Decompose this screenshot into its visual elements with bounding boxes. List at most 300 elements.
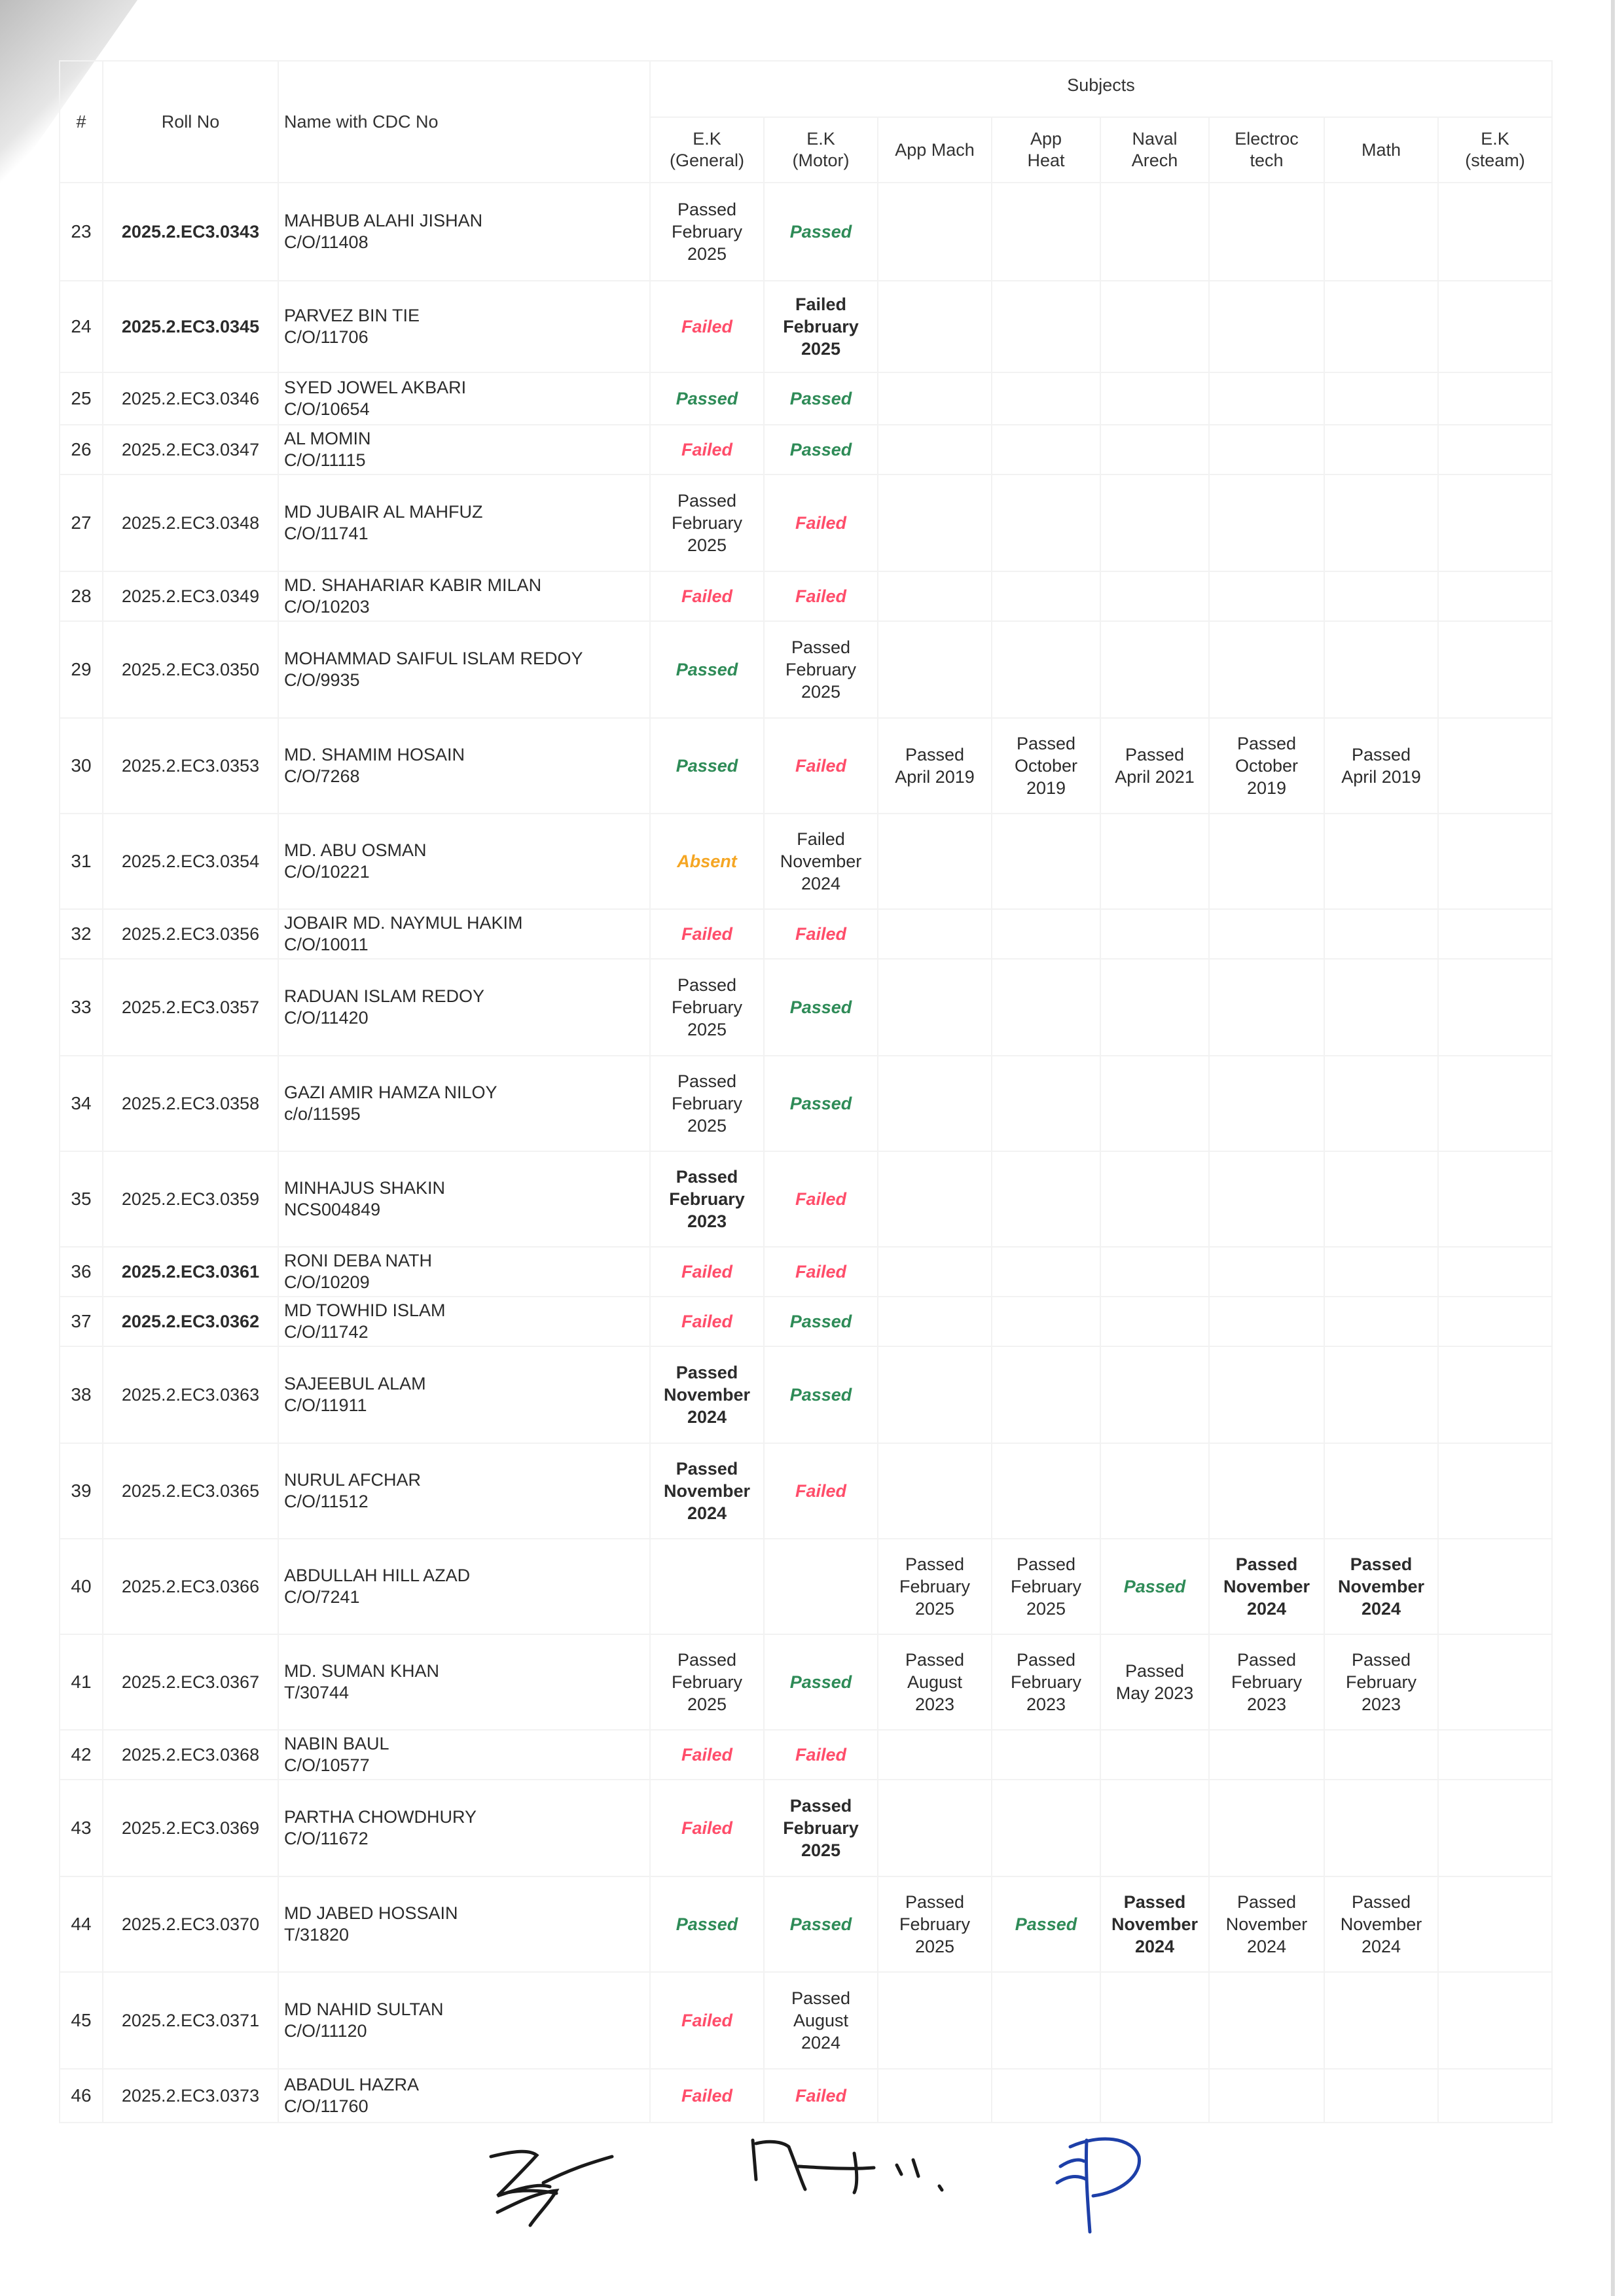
name-cell bbox=[278, 425, 650, 475]
exam-month: August bbox=[907, 1672, 963, 1692]
status-badge: Failed bbox=[681, 924, 733, 944]
status-badge: Failed bbox=[681, 1745, 733, 1765]
student-name: SAJEEBUL ALAM bbox=[284, 1374, 426, 1393]
result-status: Passed bbox=[905, 1892, 965, 1912]
subject-result bbox=[1324, 2069, 1438, 2123]
header-subject-line1: E.K bbox=[693, 129, 721, 149]
header-subject-line2: (Motor) bbox=[792, 151, 850, 170]
exam-month: February bbox=[1231, 1672, 1303, 1692]
header-subject-line2: Heat bbox=[1027, 151, 1065, 170]
subject-result bbox=[1324, 1443, 1438, 1539]
name-cell bbox=[278, 1876, 650, 1972]
signature-1 bbox=[471, 2130, 628, 2235]
name-cell bbox=[278, 183, 650, 281]
exam-year: 2025 bbox=[1026, 1599, 1066, 1619]
subject-result bbox=[1100, 2069, 1209, 2123]
status-badge: Passed bbox=[1015, 1914, 1077, 1934]
exam-month: April 2019 bbox=[1341, 767, 1421, 787]
roll-no: 2025.2.EC3.0371 bbox=[103, 1972, 278, 2069]
exam-month: November bbox=[780, 852, 862, 871]
status-badge: Passed bbox=[789, 440, 852, 459]
subject-result bbox=[1100, 1297, 1209, 1346]
result-status: Passed bbox=[1016, 1554, 1076, 1574]
roll-no: 2025.2.EC3.0370 bbox=[103, 1876, 278, 1972]
exam-month: August bbox=[793, 2011, 849, 2030]
roll-no: 2025.2.EC3.0367 bbox=[103, 1634, 278, 1730]
name-cell bbox=[278, 1972, 650, 2069]
result-status: Passed bbox=[791, 637, 851, 657]
student-name: MD. SHAHARIAR KABIR MILAN bbox=[284, 575, 542, 595]
exam-month: February bbox=[783, 1818, 859, 1838]
subject-result bbox=[1209, 814, 1324, 909]
result-status: Passed bbox=[1351, 1650, 1411, 1670]
subject-result bbox=[764, 1730, 878, 1780]
exam-month: October bbox=[1235, 756, 1299, 776]
student-name: MD. SUMAN KHAN bbox=[284, 1661, 440, 1681]
exam-year: 2024 bbox=[687, 1503, 727, 1523]
header-subject-7 bbox=[1438, 117, 1552, 183]
status-badge: Passed bbox=[789, 1385, 852, 1405]
subject-result bbox=[878, 1730, 992, 1780]
header-subject-line1: E.K bbox=[806, 129, 835, 149]
table-row bbox=[60, 1876, 1552, 1972]
cdc-no: C/O/11706 bbox=[284, 327, 369, 347]
name-cell bbox=[278, 1443, 650, 1539]
header-subject-4 bbox=[1100, 117, 1209, 183]
subject-result bbox=[878, 959, 992, 1056]
subject-result bbox=[992, 1780, 1100, 1876]
subject-result bbox=[878, 372, 992, 425]
status-badge: Failed bbox=[681, 2011, 733, 2030]
row-number: 32 bbox=[60, 909, 103, 959]
subject-result bbox=[764, 814, 878, 909]
name-cell bbox=[278, 1539, 650, 1634]
subject-result bbox=[1438, 1151, 1552, 1247]
row-number: 38 bbox=[60, 1346, 103, 1443]
table-row bbox=[60, 718, 1552, 814]
subject-result bbox=[992, 1247, 1100, 1297]
status-badge: Passed bbox=[789, 1914, 852, 1934]
status-badge: Failed bbox=[681, 1818, 733, 1838]
table-row bbox=[60, 1056, 1552, 1151]
subject-result bbox=[650, 475, 764, 571]
header-roll: Roll No bbox=[103, 61, 278, 183]
header-subject-3 bbox=[992, 117, 1100, 183]
subject-result bbox=[992, 814, 1100, 909]
header-subject-2 bbox=[878, 117, 992, 183]
subject-result bbox=[1209, 1539, 1324, 1634]
exam-year: 2025 bbox=[687, 244, 727, 264]
subject-result bbox=[1438, 909, 1552, 959]
header-subjects: Subjects bbox=[650, 61, 1552, 117]
exam-month: February bbox=[899, 1914, 971, 1934]
subject-result bbox=[1209, 1151, 1324, 1247]
subject-result bbox=[878, 1972, 992, 2069]
subject-result bbox=[764, 1056, 878, 1151]
subject-result bbox=[1100, 909, 1209, 959]
student-name: MD JUBAIR AL MAHFUZ bbox=[284, 502, 483, 522]
subject-result bbox=[1100, 814, 1209, 909]
signature-2 bbox=[743, 2127, 992, 2219]
exam-year: 2024 bbox=[687, 1407, 727, 1427]
subject-result bbox=[992, 718, 1100, 814]
exam-month: May 2023 bbox=[1115, 1683, 1194, 1703]
subject-result bbox=[650, 1539, 764, 1634]
row-number: 23 bbox=[60, 183, 103, 281]
subject-result bbox=[878, 1056, 992, 1151]
result-status: Passed bbox=[1351, 745, 1411, 764]
status-badge: Failed bbox=[795, 1189, 847, 1209]
roll-no: 2025.2.EC3.0347 bbox=[103, 425, 278, 475]
subject-result bbox=[650, 909, 764, 959]
subject-result bbox=[1324, 1730, 1438, 1780]
roll-no: 2025.2.EC3.0361 bbox=[103, 1247, 278, 1297]
exam-year: 2023 bbox=[1026, 1695, 1066, 1714]
roll-no: 2025.2.EC3.0345 bbox=[103, 281, 278, 372]
student-name: MOHAMMAD SAIFUL ISLAM REDOY bbox=[284, 649, 583, 668]
result-status: Passed bbox=[905, 1650, 965, 1670]
exam-year: 2025 bbox=[687, 1116, 727, 1136]
exam-year: 2024 bbox=[801, 874, 841, 893]
exam-year: 2023 bbox=[914, 1695, 955, 1714]
subject-result bbox=[1324, 1247, 1438, 1297]
status-badge: Failed bbox=[681, 1262, 733, 1282]
table-row bbox=[60, 1972, 1552, 2069]
subject-result bbox=[650, 1346, 764, 1443]
cdc-no: C/O/7268 bbox=[284, 766, 360, 786]
cdc-no: C/O/11760 bbox=[284, 2096, 369, 2116]
roll-no: 2025.2.EC3.0357 bbox=[103, 959, 278, 1056]
table-row bbox=[60, 621, 1552, 718]
name-cell bbox=[278, 475, 650, 571]
status-badge: Failed bbox=[681, 2086, 733, 2106]
result-status: Passed bbox=[676, 1459, 738, 1479]
status-badge: Failed bbox=[681, 1312, 733, 1331]
header-num: # bbox=[60, 61, 103, 183]
subject-result bbox=[878, 1443, 992, 1539]
cdc-no: C/O/11120 bbox=[284, 2021, 367, 2041]
subject-result bbox=[1324, 909, 1438, 959]
subject-result bbox=[1209, 909, 1324, 959]
status-badge: Failed bbox=[795, 1745, 847, 1765]
subject-result bbox=[1209, 1876, 1324, 1972]
row-number: 40 bbox=[60, 1539, 103, 1634]
subject-result bbox=[1438, 621, 1552, 718]
subject-result bbox=[1209, 959, 1324, 1056]
subject-result bbox=[764, 1876, 878, 1972]
subject-result bbox=[1438, 1972, 1552, 2069]
student-name: MAHBUB ALAHI JISHAN bbox=[284, 211, 483, 230]
student-name: MD. ABU OSMAN bbox=[284, 840, 427, 860]
exam-month: February bbox=[671, 1094, 743, 1113]
subject-result bbox=[878, 571, 992, 621]
subject-result bbox=[992, 571, 1100, 621]
subject-result bbox=[764, 281, 878, 372]
status-badge: Failed bbox=[795, 924, 847, 944]
subject-result bbox=[1100, 1056, 1209, 1151]
cdc-no: C/O/11408 bbox=[284, 232, 369, 252]
table-row bbox=[60, 1297, 1552, 1346]
subject-result bbox=[1324, 475, 1438, 571]
exam-month: November bbox=[1223, 1577, 1310, 1596]
subject-result bbox=[1209, 2069, 1324, 2123]
status-badge: Failed bbox=[795, 2086, 847, 2106]
subject-result bbox=[650, 425, 764, 475]
cdc-no: NCS004849 bbox=[284, 1200, 381, 1219]
subject-result bbox=[1324, 1780, 1438, 1876]
student-name: JOBAIR MD. NAYMUL HAKIM bbox=[284, 913, 523, 933]
student-name: RADUAN ISLAM REDOY bbox=[284, 986, 485, 1006]
subject-result bbox=[1100, 281, 1209, 372]
exam-month: February bbox=[671, 513, 743, 533]
roll-no: 2025.2.EC3.0358 bbox=[103, 1056, 278, 1151]
roll-no: 2025.2.EC3.0373 bbox=[103, 2069, 278, 2123]
exam-year: 2023 bbox=[1361, 1695, 1401, 1714]
result-status: Passed bbox=[789, 1796, 852, 1816]
name-cell bbox=[278, 571, 650, 621]
subject-result bbox=[764, 425, 878, 475]
subject-result bbox=[1438, 1876, 1552, 1972]
subject-result bbox=[992, 1539, 1100, 1634]
subject-result bbox=[992, 1634, 1100, 1730]
name-cell bbox=[278, 1151, 650, 1247]
exam-year: 2025 bbox=[801, 339, 841, 359]
name-cell bbox=[278, 281, 650, 372]
exam-year: 2025 bbox=[687, 1695, 727, 1714]
name-cell bbox=[278, 1780, 650, 1876]
roll-no: 2025.2.EC3.0354 bbox=[103, 814, 278, 909]
exam-month: November bbox=[663, 1385, 751, 1405]
subject-result bbox=[992, 1443, 1100, 1539]
row-number: 28 bbox=[60, 571, 103, 621]
result-status: Passed bbox=[1236, 734, 1297, 753]
subject-result bbox=[1209, 1346, 1324, 1443]
status-badge: Passed bbox=[789, 997, 852, 1017]
cdc-no: C/O/11672 bbox=[284, 1829, 369, 1848]
student-name: ABADUL HAZRA bbox=[284, 2075, 420, 2094]
header-subject-line1: Electroc bbox=[1235, 129, 1299, 149]
table-row bbox=[60, 372, 1552, 425]
subject-result bbox=[764, 1780, 878, 1876]
table-row bbox=[60, 959, 1552, 1056]
subject-result bbox=[1324, 959, 1438, 1056]
name-cell bbox=[278, 372, 650, 425]
status-badge: Passed bbox=[789, 1094, 852, 1113]
status-badge: Failed bbox=[795, 1481, 847, 1501]
subject-result bbox=[650, 1151, 764, 1247]
subject-result bbox=[650, 281, 764, 372]
name-cell bbox=[278, 621, 650, 718]
status-badge: Passed bbox=[676, 389, 738, 408]
subject-result bbox=[764, 1297, 878, 1346]
name-cell bbox=[278, 718, 650, 814]
subject-result bbox=[1438, 1730, 1552, 1780]
subject-result bbox=[1209, 475, 1324, 571]
subject-result bbox=[1438, 1346, 1552, 1443]
status-badge: Passed bbox=[1123, 1577, 1186, 1596]
exam-year: 2024 bbox=[1246, 1937, 1287, 1956]
subject-result bbox=[878, 1876, 992, 1972]
subject-result bbox=[1100, 1730, 1209, 1780]
exam-month: November bbox=[1111, 1914, 1199, 1934]
table-row bbox=[60, 1539, 1552, 1634]
row-number: 36 bbox=[60, 1247, 103, 1297]
table-row bbox=[60, 183, 1552, 281]
name-cell bbox=[278, 1730, 650, 1780]
status-badge: Failed bbox=[681, 317, 733, 336]
subject-result bbox=[1100, 183, 1209, 281]
scan-edge bbox=[1611, 0, 1615, 2296]
exam-year: 2024 bbox=[1246, 1599, 1287, 1619]
subject-result bbox=[1324, 814, 1438, 909]
subject-result bbox=[1438, 372, 1552, 425]
result-status: Passed bbox=[1125, 1661, 1185, 1681]
exam-month: November bbox=[1337, 1577, 1425, 1596]
result-status: Passed bbox=[1016, 734, 1076, 753]
student-name: MD. SHAMIM HOSAIN bbox=[284, 745, 465, 764]
subject-result bbox=[1438, 1443, 1552, 1539]
exam-year: 2019 bbox=[1246, 778, 1287, 798]
subject-result bbox=[1209, 571, 1324, 621]
cdc-no: T/30744 bbox=[284, 1683, 350, 1702]
subject-result bbox=[1100, 1876, 1209, 1972]
exam-year: 2024 bbox=[1361, 1599, 1401, 1619]
subject-result bbox=[992, 281, 1100, 372]
status-badge: Failed bbox=[795, 513, 847, 533]
subject-result bbox=[1438, 959, 1552, 1056]
roll-no: 2025.2.EC3.0366 bbox=[103, 1539, 278, 1634]
subject-result bbox=[650, 1972, 764, 2069]
subject-result bbox=[878, 1247, 992, 1297]
subject-result bbox=[992, 1876, 1100, 1972]
name-cell bbox=[278, 1634, 650, 1730]
name-cell bbox=[278, 1346, 650, 1443]
exam-year: 2025 bbox=[687, 1020, 727, 1039]
subject-result bbox=[1209, 718, 1324, 814]
subject-result bbox=[1324, 372, 1438, 425]
subject-result bbox=[1438, 281, 1552, 372]
subject-result bbox=[650, 621, 764, 718]
table-row bbox=[60, 425, 1552, 475]
result-status: Passed bbox=[1235, 1554, 1298, 1574]
subject-result bbox=[1438, 1056, 1552, 1151]
subject-result bbox=[1438, 1539, 1552, 1634]
student-name: NABIN BAUL bbox=[284, 1734, 389, 1753]
subject-result bbox=[1100, 1151, 1209, 1247]
subject-result bbox=[1324, 1634, 1438, 1730]
subject-result bbox=[1324, 1346, 1438, 1443]
subject-result bbox=[764, 621, 878, 718]
subject-result bbox=[1209, 1780, 1324, 1876]
cdc-no: C/O/11741 bbox=[284, 524, 369, 543]
result-status: Failed bbox=[797, 829, 845, 849]
name-cell bbox=[278, 1247, 650, 1297]
subject-result bbox=[1100, 425, 1209, 475]
exam-month: February bbox=[671, 222, 743, 242]
subject-result bbox=[1438, 2069, 1552, 2123]
exam-month: February bbox=[785, 660, 857, 679]
subject-result bbox=[878, 1780, 992, 1876]
subject-result bbox=[650, 718, 764, 814]
exam-year: 2025 bbox=[687, 535, 727, 555]
subject-result bbox=[1324, 1297, 1438, 1346]
subject-result bbox=[1324, 281, 1438, 372]
result-status: Passed bbox=[677, 975, 737, 995]
table-row bbox=[60, 1443, 1552, 1539]
subject-result bbox=[1209, 1297, 1324, 1346]
subject-result bbox=[1438, 1247, 1552, 1297]
name-cell bbox=[278, 1056, 650, 1151]
exam-month: February bbox=[671, 1672, 743, 1692]
subject-result bbox=[650, 1876, 764, 1972]
result-status: Passed bbox=[1123, 1892, 1186, 1912]
exam-month: April 2019 bbox=[895, 767, 975, 787]
roll-no: 2025.2.EC3.0348 bbox=[103, 475, 278, 571]
status-badge: Passed bbox=[789, 389, 852, 408]
result-status: Passed bbox=[1016, 1650, 1076, 1670]
student-name: ABDULLAH HILL AZAD bbox=[284, 1566, 471, 1585]
subject-result bbox=[1438, 425, 1552, 475]
table-row bbox=[60, 909, 1552, 959]
subject-result bbox=[1438, 571, 1552, 621]
result-status: Failed bbox=[795, 295, 847, 314]
subject-result bbox=[650, 1247, 764, 1297]
row-number: 31 bbox=[60, 814, 103, 909]
status-badge: Passed bbox=[676, 1914, 738, 1934]
roll-no: 2025.2.EC3.0353 bbox=[103, 718, 278, 814]
subject-result bbox=[878, 814, 992, 909]
subject-result bbox=[1209, 1247, 1324, 1297]
subject-result bbox=[650, 959, 764, 1056]
subject-result bbox=[1438, 1634, 1552, 1730]
name-cell bbox=[278, 909, 650, 959]
status-badge: Passed bbox=[789, 1672, 852, 1692]
exam-year: 2023 bbox=[1246, 1695, 1287, 1714]
subject-result bbox=[650, 1634, 764, 1730]
status-badge: Failed bbox=[795, 756, 847, 776]
subject-result bbox=[650, 814, 764, 909]
subject-result bbox=[878, 1539, 992, 1634]
table-row bbox=[60, 1730, 1552, 1780]
subject-result bbox=[1209, 1972, 1324, 2069]
exam-month: February bbox=[1345, 1672, 1417, 1692]
subject-result bbox=[1209, 281, 1324, 372]
subject-result bbox=[992, 1972, 1100, 2069]
exam-year: 2025 bbox=[914, 1937, 955, 1956]
subject-result bbox=[1100, 959, 1209, 1056]
roll-no: 2025.2.EC3.0356 bbox=[103, 909, 278, 959]
student-name: AL MOMIN bbox=[284, 429, 371, 448]
subject-result bbox=[878, 909, 992, 959]
header-subject-line1: App bbox=[1030, 129, 1062, 149]
exam-month: November bbox=[1225, 1914, 1308, 1934]
subject-result bbox=[1100, 718, 1209, 814]
table-row bbox=[60, 281, 1552, 372]
status-badge: Passed bbox=[676, 660, 738, 679]
row-number: 45 bbox=[60, 1972, 103, 2069]
header-subject-5 bbox=[1209, 117, 1324, 183]
subject-result bbox=[1438, 814, 1552, 909]
exam-month: October bbox=[1014, 756, 1078, 776]
header-subject-0 bbox=[650, 117, 764, 183]
subject-result bbox=[878, 475, 992, 571]
subject-result bbox=[1209, 425, 1324, 475]
cdc-no: C/O/10221 bbox=[284, 862, 370, 882]
exam-year: 2024 bbox=[1361, 1937, 1401, 1956]
header-subject-line1: E.K bbox=[1481, 129, 1509, 149]
student-name: GAZI AMIR HAMZA NILOY bbox=[284, 1083, 497, 1102]
row-number: 35 bbox=[60, 1151, 103, 1247]
